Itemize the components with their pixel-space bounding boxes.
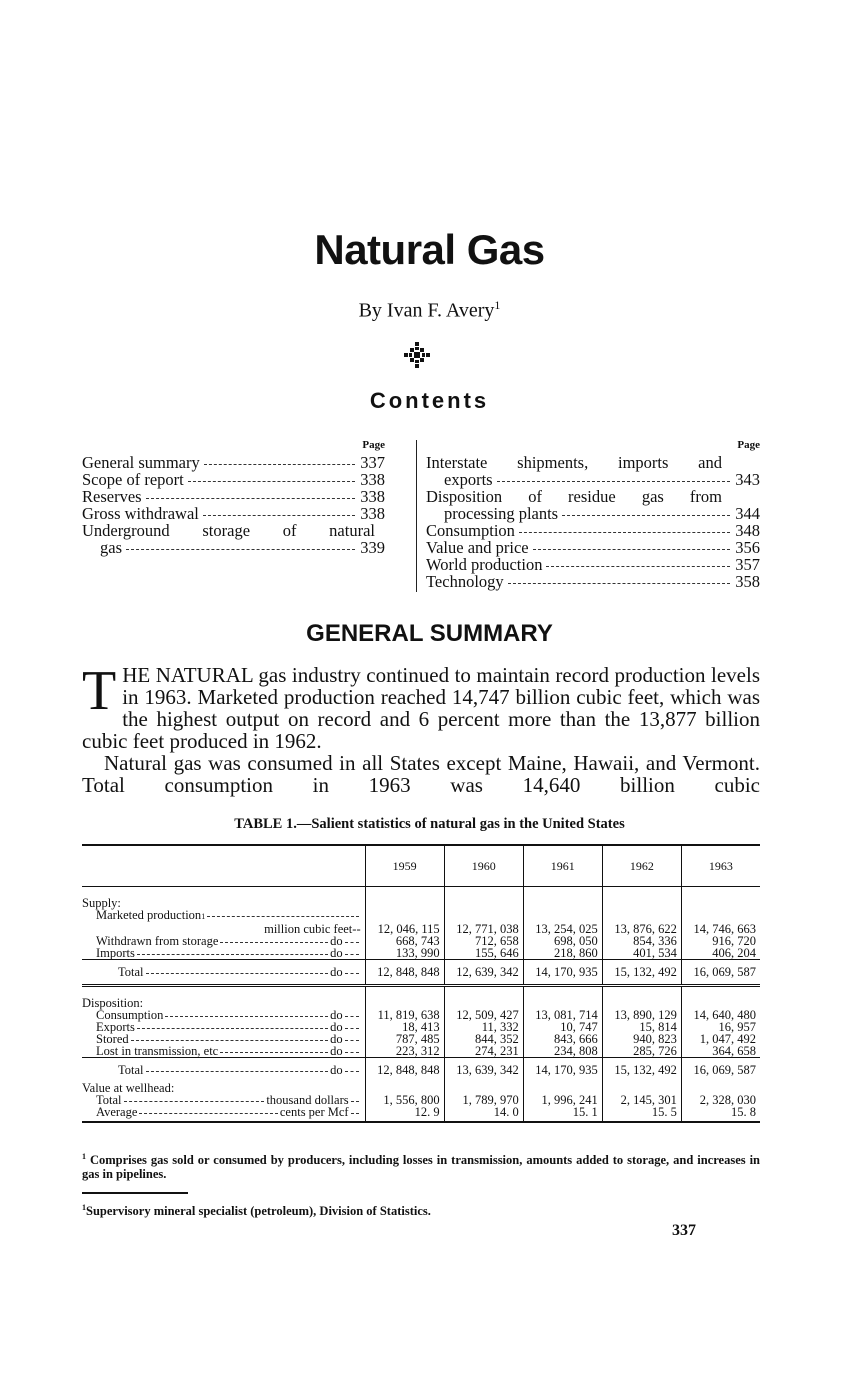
table-title: TABLE 1.—Salient statistics of natural gas in the United States (234, 816, 625, 832)
toc-entry[interactable]: World production 357 (426, 555, 760, 574)
table-row: Value at wellhead: (82, 1082, 760, 1094)
toc-left-column (82, 436, 385, 556)
section-heading: GENERAL SUMMARY (306, 620, 553, 647)
table-row: Consumption do 11, 819, 638 12, 509, 427 13, 081, 714 13, 890, 129 14, 640, 480 (82, 1009, 760, 1021)
table-row: Supply: (82, 897, 760, 909)
table-row: Marketed production 1 (82, 909, 760, 923)
author-footnote: $^1$Supervisory mineral specialist (petroleum), Division of Statistics. (82, 1203, 431, 1219)
toc-page-header: Page (737, 439, 760, 451)
table-row: Disposition: (82, 997, 760, 1009)
drop-cap: T (82, 660, 117, 722)
toc-right-column (426, 436, 760, 590)
toc-entry[interactable]: Reserves 338 (82, 487, 385, 506)
column-header: 1962 (602, 845, 681, 887)
toc-entry[interactable]: Consumption 348 (426, 521, 760, 540)
ornament-icon (402, 340, 432, 370)
paragraph: THE NATURAL gas industry continued to maintain record production levels in 1963. Marketed production reached 14,747 billion cubic feet, which was the highest output on record and 6 percent more than the 13,877 billion cubic feet produced in 1962. (82, 660, 760, 753)
table-row: million cubic feet-- 12, 046, 115 12, 771, 038 13, 254, 025 13, 876, 622 14, 746, 663 (82, 923, 760, 935)
contents-heading: Contents (369, 388, 490, 413)
table-row: Exports do 18, 413 11, 332 10, 747 15, 814 16, 957 (82, 1021, 760, 1033)
toc-entry[interactable]: Technology 358 (426, 572, 760, 591)
page-number: 337 (672, 1222, 696, 1239)
salient-statistics-table (82, 844, 760, 1123)
paragraph: Natural gas was consumed in all States except Maine, Hawaii, and Vermont. Total consumption in 1963 was 14,640 billion cubic (82, 751, 760, 797)
table-row-total: Total do 12, 848, 848 12, 639, 342 14, 170, 935 15, 132, 492 16, 069, 587 (82, 960, 760, 986)
toc-entry[interactable]: Gross withdrawal 338 (82, 504, 385, 523)
table-row-total: Total do 12, 848, 848 13, 639, 342 14, 170, 935 15, 132, 492 16, 069, 587 (82, 1058, 760, 1083)
footnote-rule (82, 1192, 188, 1194)
column-header: 1959 (365, 845, 444, 887)
table-row: Average cents per Mcf 12. 9 14. 0 15. 1 15. 5 15. 8 (82, 1106, 760, 1122)
column-header: 1963 (681, 845, 760, 887)
chapter-title: Natural Gas (314, 226, 545, 273)
table-row: Imports do 133, 990 155, 646 218, 860 401, 534 406, 204 (82, 947, 760, 960)
table-row: Withdrawn from storage do 668, 743 712, 658 698, 050 854, 336 916, 720 (82, 935, 760, 947)
table-row: Lost in transmission, etc do 223, 312 274, 231 234, 808 285, 726 364, 658 (82, 1045, 760, 1058)
author-footnote-mark: 1 (494, 298, 501, 312)
column-header: 1961 (523, 845, 602, 887)
toc-divider (416, 440, 417, 592)
toc-entry[interactable]: Disposition of residue gas from processing plants 344 (426, 487, 760, 523)
toc-entry[interactable]: Value and price 356 (426, 538, 760, 557)
toc-entry[interactable]: Underground storage of natural gas 339 (82, 521, 385, 557)
table-row: Stored do 787, 485 844, 352 843, 666 940, 823 1, 047, 492 (82, 1033, 760, 1045)
table-row: Total thousand dollars 1, 556, 800 1, 789, 970 1, 996, 241 2, 145, 301 2, 328, 030 (82, 1094, 760, 1106)
toc-entry[interactable]: General summary 337 (82, 453, 385, 472)
toc-entry[interactable]: Interstate shipments, imports and exports 343 (426, 453, 760, 489)
byline (0, 298, 859, 323)
toc-page-header: Page (362, 439, 385, 451)
body-text (82, 660, 760, 797)
table-header-row (82, 845, 760, 887)
toc-entry[interactable]: Scope of report 338 (82, 470, 385, 489)
author-name: By Ivan F. Avery (358, 299, 495, 322)
column-header: 1960 (444, 845, 523, 887)
table-footnote: $^1$ Comprises gas sold or consumed by producers, including losses in transmission, amounts added to storage, and increases in gas in pipelines. (82, 1152, 761, 1182)
